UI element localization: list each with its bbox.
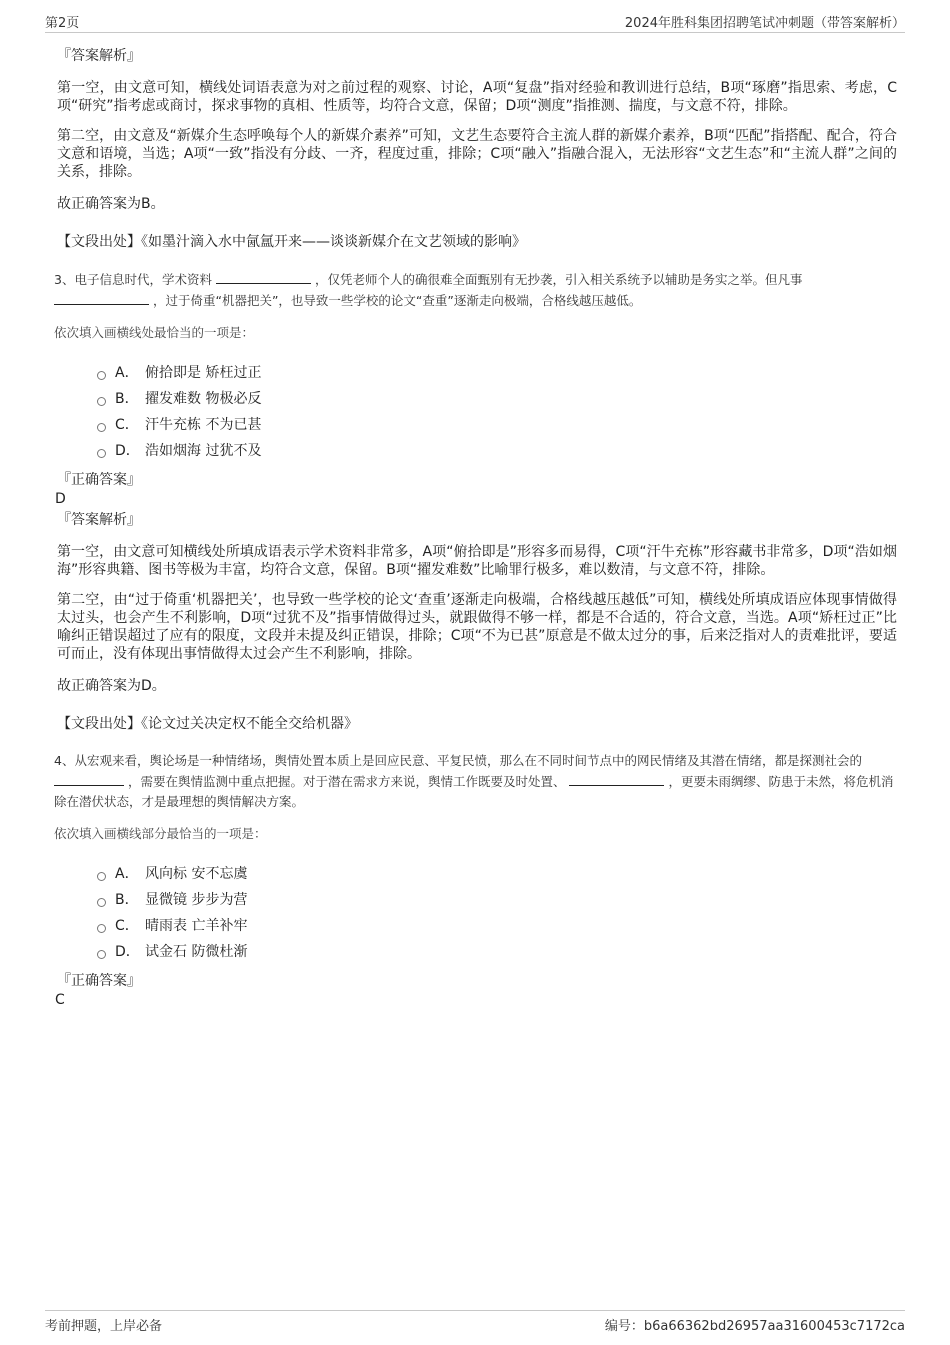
question-3-text: 3、电子信息时代，学术资料 ，仅凭老师个人的确很难全面甄别有无抄袭，引入相关系统予以辅助是务实之举。但凡事 ，过于倚重“机器把关”，也导致一些学校的论文“查重”逐渐走向极端，合格线越压越低。 xyxy=(54,269,897,311)
document-code: 编号：b6a66362bd26957aa31600453c7172ca xyxy=(604,1319,905,1334)
source-citation: 【文段出处】《如墨汁滴入水中氤氲开来——谈谈新媒介在文艺领域的影响》 xyxy=(57,234,526,250)
page-content xyxy=(54,45,897,1010)
answer-blank xyxy=(569,771,664,786)
radio-icon[interactable] xyxy=(97,924,106,933)
options-list xyxy=(97,359,897,463)
radio-icon[interactable] xyxy=(97,371,106,380)
correct-answer-label: 『正确答案』 xyxy=(57,973,141,989)
source-citation: 【文段出处】《论文过关决定权不能全交给机器》 xyxy=(57,716,358,732)
answer-blank xyxy=(216,269,311,284)
analysis-paragraph: 第一空，由文意可知，横线处词语表意为对之前过程的观察、讨论，A项“复盘”指对经验和教训进行总结，B项“琢磨”指思索、考虑，C项“研究”指考虑或商讨，探求事物的真相、性质等，均符合文意，保留；D项“测度”指推测、揣度，与文意不符，排除。 xyxy=(57,80,897,114)
analysis-label: 『答案解析』 xyxy=(57,512,141,528)
question-prompt: 依次填入画横线处最恰当的一项是： xyxy=(54,325,255,340)
document-title: 2024年胜科集团招聘笔试冲刺题（带答案解析） xyxy=(624,16,905,31)
option-c[interactable]: C． 汗牛充栋 不为已甚 xyxy=(97,411,897,437)
radio-icon[interactable] xyxy=(97,397,106,406)
answer-blank xyxy=(54,771,124,786)
analysis-label: 『答案解析』 xyxy=(57,48,141,64)
radio-icon[interactable] xyxy=(97,423,106,432)
conclusion-text: 故正确答案为D。 xyxy=(57,678,166,694)
analysis-paragraph: 第一空，由文意可知横线处所填成语表示学术资料非常多，A项“俯拾即是”形容多而易得，C项“汗牛充栋”形容藏书非常多，D项“浩如烟海”形容典籍、图书等极为丰富，均符合文意，保留。B项“擢发难数”比喻罪行极多，难以数清，与文意不符，排除。 xyxy=(57,544,897,578)
footer-slogan: 考前押题，上岸必备 xyxy=(45,1319,163,1334)
option-d[interactable]: D． 试金石 防微杜渐 xyxy=(97,938,897,964)
options-list xyxy=(97,860,897,964)
option-b[interactable]: B． 显微镜 步步为营 xyxy=(97,886,897,912)
correct-answer-value: D xyxy=(55,491,66,507)
page-footer xyxy=(45,1310,905,1335)
analysis-paragraph: 第二空，由文意及“新媒介生态呼唤每个人的新媒介素养”可知，文艺生态要符合主流人群的新媒介素养，B项“匹配”指搭配、配合，符合文意和语境，当选；A项“一致”指没有分歧、一齐，程度过重，排除；C项“融入”指融合混入，无法形容“文艺生态”和“主流人群”之间的关系，排除。 xyxy=(57,128,897,180)
correct-answer-label: 『正确答案』 xyxy=(57,472,141,488)
conclusion-text: 故正确答案为B。 xyxy=(57,196,165,212)
option-a[interactable]: A． 俯拾即是 矫枉过正 xyxy=(97,359,897,385)
option-b[interactable]: B． 擢发难数 物极必反 xyxy=(97,385,897,411)
option-d[interactable]: D． 浩如烟海 过犹不及 xyxy=(97,437,897,463)
question-4-text: 4、从宏观来看，舆论场是一种情绪场，舆情处置本质上是回应民意、平复民愤，那么在不同时间节点中的网民情绪及其潜在情绪，都是探测社会的 ，需要在舆情监测中重点把握。对于潜在需求方来说，舆情工作既要及时处置、 ，更要未雨绸缪、防患于未然，将危机消除在潜伏状态，才是最理想的舆情解决方案。 xyxy=(54,753,894,809)
page-header xyxy=(45,10,905,33)
radio-icon[interactable] xyxy=(97,950,106,959)
page-number: 第2页 xyxy=(45,16,80,31)
radio-icon[interactable] xyxy=(97,449,106,458)
answer-blank xyxy=(54,290,149,305)
option-c[interactable]: C． 晴雨表 亡羊补牢 xyxy=(97,912,897,938)
radio-icon[interactable] xyxy=(97,898,106,907)
correct-answer-value: C xyxy=(55,992,65,1008)
analysis-paragraph: 第二空，由“过于倚重‘机器把关’，也导致一些学校的论文‘查重’逐渐走向极端，合格线越压越低”可知，横线处所填成语应体现事情做得太过头，也会产生不利影响，D项“过犹不及”指事情做得过头，就跟做得不够一样，都是不合适的，符合文意，当选。A项“矫枉过正”比喻纠正错误超过了应有的限度，文段并未提及纠正错误，排除；C项“不为已甚”原意是不做太过分的事，后来泛指对人的责难批评，要适可而止，没有体现出事情做得太过会产生不利影响，排除。 xyxy=(57,592,897,662)
question-prompt: 依次填入画横线部分最恰当的一项是： xyxy=(54,826,267,841)
option-a[interactable]: A． 风向标 安不忘虞 xyxy=(97,860,897,886)
radio-icon[interactable] xyxy=(97,872,106,881)
